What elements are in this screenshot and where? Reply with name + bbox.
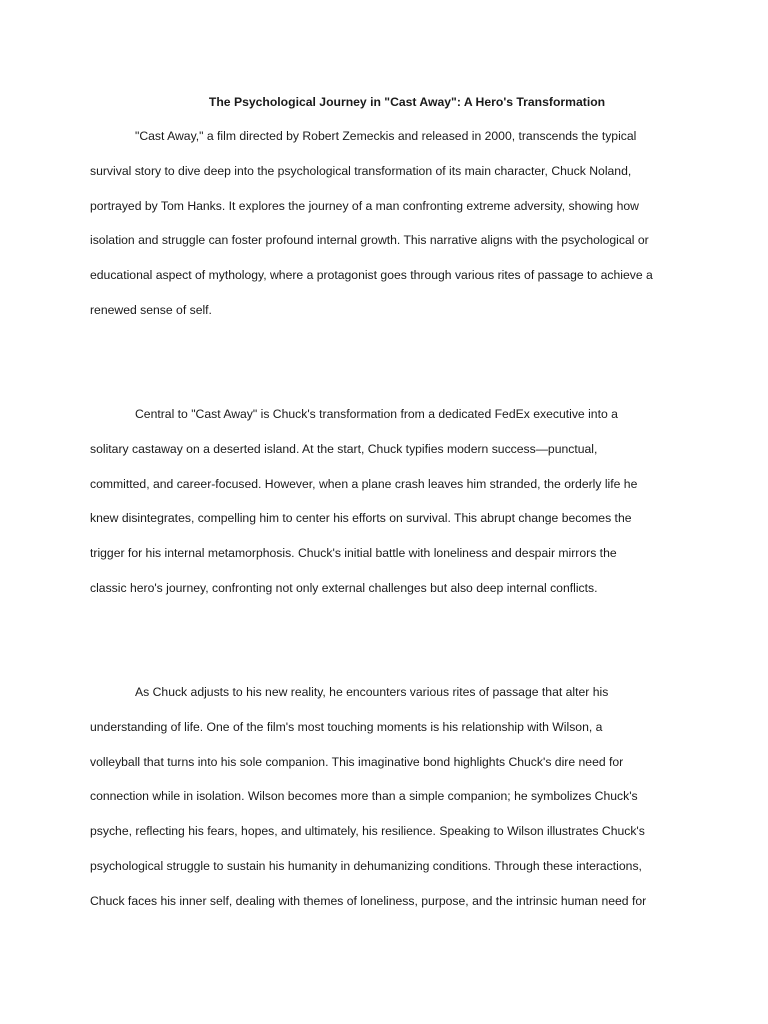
paragraph-3	[90, 675, 682, 919]
paragraph-line: classic hero's journey, confronting not only external challenges but also deep internal conflicts.	[90, 580, 598, 595]
paragraph-2	[90, 397, 682, 606]
paragraph-line: survival story to dive deep into the psychological transformation of its main character, Chuck Noland,	[90, 163, 632, 178]
paragraph-line: As Chuck adjusts to his new reality, he encounters various rites of passage that alter his	[135, 685, 609, 699]
paragraph-line: connection while in isolation. Wilson becomes more than a simple companion; he symbolizes Chuck's	[90, 789, 638, 804]
paragraph-line: trigger for his internal metamorphosis. Chuck's initial battle with loneliness and despair mirrors the	[90, 546, 617, 561]
paragraph-line: "Cast Away," a film directed by Robert Zemeckis and released in 2000, transcends the typical	[135, 129, 637, 143]
paragraph-line: isolation and struggle can foster profound internal growth. This narrative aligns with the psychological or	[90, 233, 649, 248]
paragraph-1	[90, 119, 682, 328]
paragraph-line: Central to "Cast Away" is Chuck's transformation from a dedicated FedEx executive into a	[135, 407, 618, 421]
paragraph-line: solitary castaway on a deserted island. At the start, Chuck typifies modern success—punctual,	[90, 441, 598, 456]
paragraph-line: volleyball that turns into his sole companion. This imaginative bond highlights Chuck's dire need for	[90, 754, 624, 769]
paragraph-line: educational aspect of mythology, where a protagonist goes through various rites of passage to achieve a	[90, 268, 653, 283]
paragraph-line: renewed sense of self.	[90, 302, 212, 317]
paragraph-line: psyche, reflecting his fears, hopes, and ultimately, his resilience. Speaking to Wilson illustrates Chuck's	[90, 824, 645, 839]
paragraph-line: knew disintegrates, compelling him to center his efforts on survival. This abrupt change becomes the	[90, 511, 632, 526]
paragraph-line: portrayed by Tom Hanks. It explores the journey of a man confronting extreme adversity, showing how	[90, 198, 639, 213]
paragraph-line: psychological struggle to sustain his humanity in dehumanizing conditions. Through these interactions,	[90, 858, 642, 873]
document-title: The Psychological Journey in "Cast Away": A Hero's Transformation	[208, 95, 606, 109]
paragraph-line: Chuck faces his inner self, dealing with themes of loneliness, purpose, and the intrinsic human need for	[90, 893, 647, 908]
paragraph-line: understanding of life. One of the film's most touching moments is his relationship with Wilson, a	[90, 719, 603, 734]
paragraph-line: committed, and career-focused. However, when a plane crash leaves him stranded, the orderly life he	[90, 476, 638, 491]
